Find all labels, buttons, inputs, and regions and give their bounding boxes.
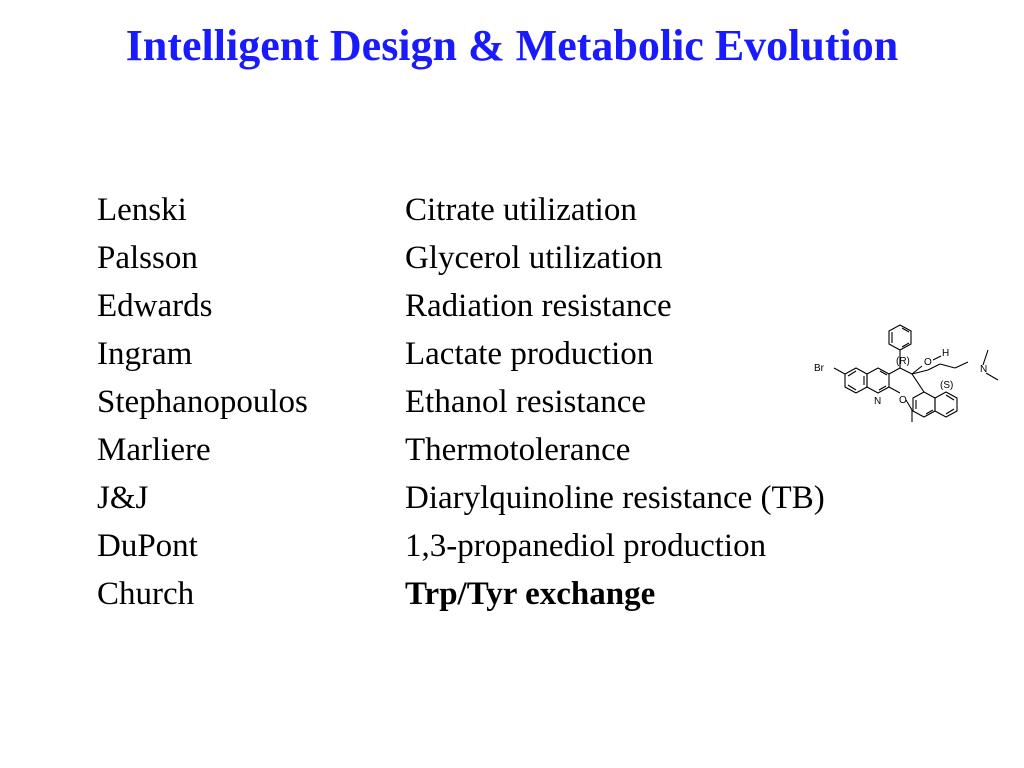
table-row-highlight — [97, 570, 937, 618]
research-topic: 1,3-propanediol production — [405, 527, 767, 564]
researcher-name: Church — [97, 575, 195, 612]
researcher-name: Palsson — [97, 239, 198, 276]
r-stereocenter-label: (R) — [896, 356, 910, 367]
hydroxyl-hydrogen-label: H — [942, 348, 950, 359]
research-topic: Diarylquinoline resistance (TB) — [405, 479, 825, 516]
research-topic: Ethanol resistance — [405, 383, 646, 420]
bromine-label: Br — [814, 363, 824, 374]
s-stereocenter-label: (S) — [940, 380, 954, 391]
research-topic: Glycerol utilization — [405, 239, 663, 276]
researcher-name: Ingram — [97, 335, 193, 372]
ring-nitrogen-label: N — [874, 396, 882, 407]
table-row — [97, 522, 937, 570]
slide-title: Intelligent Design & Metabolic Evolution — [125, 21, 899, 70]
hydroxyl-oxygen-label: O — [924, 357, 932, 368]
researcher-name: Stephanopoulos — [97, 383, 308, 420]
methoxy-oxygen-label: O — [899, 395, 907, 406]
researcher-name: Marliere — [97, 431, 211, 468]
diarylquinoline-structure-figure — [800, 310, 1012, 450]
molecule-bonds — [834, 325, 998, 422]
researcher-name: DuPont — [97, 527, 198, 564]
research-topic: Citrate utilization — [405, 191, 637, 228]
table-row — [97, 186, 937, 234]
table-row — [97, 474, 937, 522]
research-topic: Thermotolerance — [405, 431, 631, 468]
researcher-name: Edwards — [97, 287, 213, 324]
researcher-name: J&J — [97, 479, 149, 516]
research-topic: Lactate production — [405, 335, 654, 372]
research-topic-bold: Trp/Tyr exchange — [405, 575, 656, 612]
researcher-name: Lenski — [97, 191, 187, 228]
molecule-labels — [814, 348, 987, 407]
table-row — [97, 234, 937, 282]
amine-nitrogen-label: N — [980, 364, 988, 375]
research-topic: Radiation resistance — [405, 287, 672, 324]
